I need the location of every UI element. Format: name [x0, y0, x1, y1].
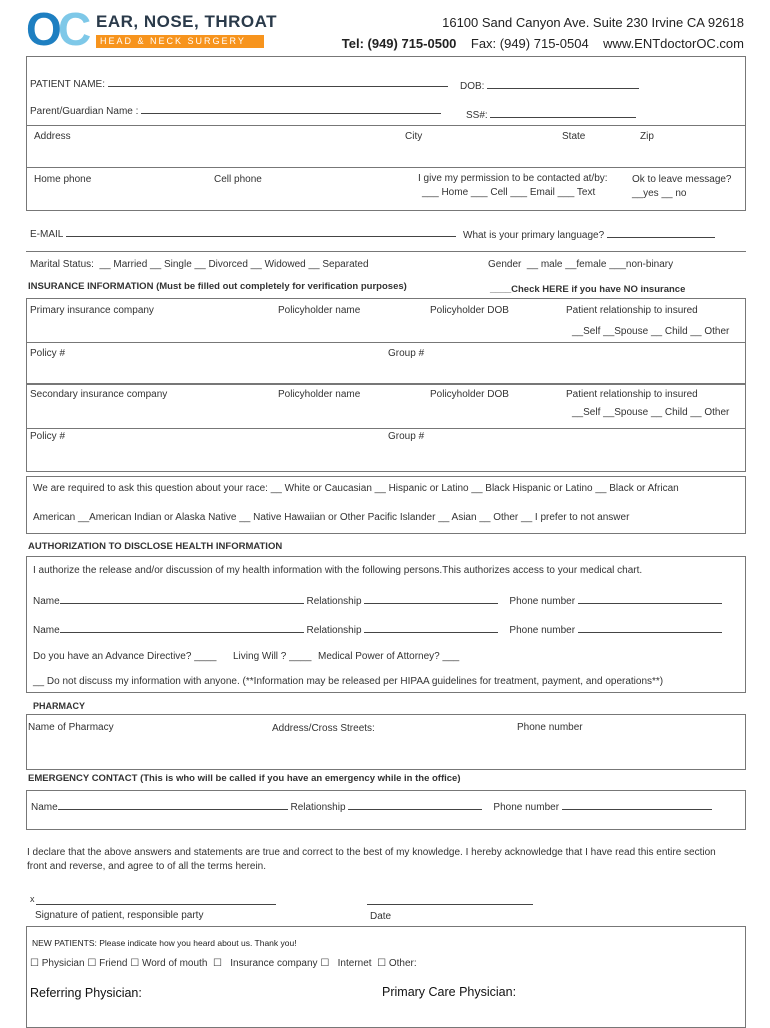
- leave-msg-label: Ok to leave message?: [632, 174, 732, 185]
- policyholder-name-label-2: Policyholder name: [278, 389, 361, 400]
- signature-label: Signature of patient, responsible party: [35, 910, 204, 921]
- emergency-name-label: Name: [31, 802, 58, 813]
- no-disclose[interactable]: __ Do not discuss my information with anyone. (**Information may be released per HIPAA guidelines for treatment, payment, and operations**): [33, 676, 664, 687]
- race-line-1[interactable]: We are required to ask this question about your race: __ White or Caucasian __ Hispanic or Latino __ Black Hispanic or Latino __ Black or African: [33, 483, 679, 494]
- group-label-2: Group #: [388, 431, 425, 442]
- secondary-company-label: Secondary insurance company: [30, 389, 168, 400]
- insurance-heading: INSURANCE INFORMATION (Must be filled out completely for verification purposes): [28, 281, 407, 292]
- primary-company-label: Primary insurance company: [30, 305, 154, 316]
- marital-label: Marital Status:: [30, 259, 94, 270]
- language-field[interactable]: [463, 227, 715, 241]
- pharmacy-address-label: Address/Cross Streets:: [272, 723, 375, 734]
- pharmacy-name-label: Name of Pharmacy: [28, 722, 114, 733]
- guardian-label: Parent/Guardian Name :: [30, 106, 139, 117]
- city-label: City: [405, 131, 423, 142]
- group-label: Group #: [388, 348, 425, 359]
- email-label: E-MAIL: [30, 229, 63, 240]
- declaration-line-2: front and reverse, and agree to of all the terms herein.: [27, 861, 267, 872]
- signature-x: x: [30, 894, 35, 904]
- pharmacy-box: [26, 714, 746, 770]
- no-insurance-checkbox[interactable]: ____Check HERE if you have NO insurance: [490, 284, 686, 295]
- guardian-field[interactable]: [30, 103, 441, 117]
- medical-poa[interactable]: Medical Power of Attorney? ___: [318, 651, 460, 662]
- policy-label-2: Policy #: [30, 431, 66, 442]
- home-phone-label: Home phone: [34, 174, 92, 185]
- date-label: Date: [370, 911, 392, 922]
- option-internet[interactable]: ☐ Internet: [320, 958, 372, 969]
- authorization-heading: AUTHORIZATION TO DISCLOSE HEALTH INFORMATION: [28, 541, 283, 552]
- relationship-label-2: Patient relationship to insured: [566, 389, 698, 400]
- option-insurance[interactable]: ☐ Insurance company: [212, 958, 318, 969]
- policyholder-dob-label-2: Policyholder DOB: [430, 389, 509, 400]
- address-label: Address: [34, 131, 71, 142]
- state-label: State: [562, 131, 586, 142]
- option-physician[interactable]: ☐ Physician: [30, 958, 85, 969]
- clinic-contact: [342, 36, 744, 51]
- auth-name-label: Name: [33, 596, 60, 607]
- pharmacy-phone-label: Phone number: [517, 722, 583, 733]
- relationship-options-2[interactable]: __Self __Spouse __ Child __ Other: [572, 407, 730, 418]
- contact-permission: I give my permission to be contacted at/by:: [418, 173, 608, 184]
- logo-subtitle: HEAD & NECK SURGERY: [96, 35, 264, 48]
- policy-label: Policy #: [30, 348, 66, 359]
- logo-letter-o: O: [26, 3, 62, 55]
- clinic-fax: Fax: (949) 715-0504: [470, 36, 589, 51]
- relationship-options[interactable]: __Self __Spouse __ Child __ Other: [572, 326, 730, 337]
- contact-options[interactable]: ___ Home ___ Cell ___ Email ___ Text: [422, 187, 596, 198]
- email-field[interactable]: [30, 226, 456, 240]
- gender[interactable]: [488, 259, 673, 270]
- emergency-phone-label: Phone number: [493, 802, 560, 813]
- emergency-relationship-label: Relationship: [290, 802, 346, 813]
- patient-name-label: PATIENT NAME:: [30, 79, 106, 90]
- auth-name-label: Name: [33, 625, 60, 636]
- relationship-label: Patient relationship to insured: [566, 305, 698, 316]
- language-label: What is your primary language?: [463, 230, 605, 241]
- policyholder-name-label: Policyholder name: [278, 305, 361, 316]
- policyholder-dob-label: Policyholder DOB: [430, 305, 509, 316]
- clinic-address: 16100 Sand Canyon Ave. Suite 230 Irvine CA 92618: [442, 15, 744, 30]
- authorization-intro: I authorize the release and/or discussion of my health information with the following persons.This authorizes access to your medical chart.: [33, 565, 643, 576]
- clinic-tel: Tel: (949) 715-0500: [341, 36, 457, 51]
- advance-directive[interactable]: Do you have an Advance Directive? ____: [33, 651, 217, 662]
- marital-options[interactable]: __ Married __ Single __ Divorced __ Widowed __ Separated: [99, 259, 369, 270]
- leave-msg-options[interactable]: __yes __ no: [632, 188, 687, 199]
- option-other[interactable]: ☐ Other:: [377, 958, 417, 969]
- auth-contact-1[interactable]: [33, 593, 722, 607]
- ss-label: SS#:: [466, 110, 488, 121]
- date-line[interactable]: [367, 904, 533, 905]
- auth-contact-2[interactable]: [33, 622, 722, 636]
- referring-physician-label: Referring Physician:: [30, 986, 142, 1000]
- cell-phone-label: Cell phone: [214, 174, 262, 185]
- logo-letter-c: C: [58, 3, 92, 55]
- auth-relationship-label: Relationship: [306, 625, 362, 636]
- emergency-heading: EMERGENCY CONTACT (This is who will be called if you have an emergency while in the office): [28, 773, 461, 784]
- race-line-2[interactable]: American __American Indian or Alaska Native __ Native Hawaiian or Other Pacific Islander __ Asian __ Other __ I prefer to not answer: [33, 512, 630, 523]
- zip-label: Zip: [640, 131, 654, 142]
- primary-care-label: Primary Care Physician:: [382, 985, 517, 999]
- referral-options[interactable]: [30, 958, 417, 969]
- auth-phone-label: Phone number: [509, 596, 576, 607]
- dob-field[interactable]: [460, 78, 639, 92]
- living-will[interactable]: Living Will ? ____: [233, 651, 312, 662]
- marital-status[interactable]: [30, 259, 369, 270]
- heard-about-question: NEW PATIENTS: Please indicate how you heard about us. Thank you!: [32, 938, 297, 948]
- auth-phone-label: Phone number: [509, 625, 576, 636]
- clinic-web[interactable]: www.ENTdoctorOC.com: [603, 36, 744, 51]
- dob-label: DOB:: [460, 81, 485, 92]
- gender-label: Gender: [488, 259, 522, 270]
- auth-relationship-label: Relationship: [306, 596, 362, 607]
- patient-name-field[interactable]: [30, 76, 448, 90]
- option-friend[interactable]: ☐ Friend: [87, 958, 128, 969]
- logo-title: EAR, NOSE, THROAT: [96, 12, 278, 31]
- emergency-contact[interactable]: [31, 799, 712, 813]
- ss-field[interactable]: [466, 107, 636, 121]
- option-word-of-mouth[interactable]: ☐ Word of mouth: [130, 958, 208, 969]
- pharmacy-heading: PHARMACY: [33, 701, 86, 711]
- declaration-line-1: I declare that the above answers and statements are true and correct to the best of my knowledge. I hereby acknowledge that I have read this entire section: [27, 847, 716, 858]
- signature-line[interactable]: [36, 904, 276, 905]
- gender-options[interactable]: __ male __female ___non-binary: [526, 259, 674, 270]
